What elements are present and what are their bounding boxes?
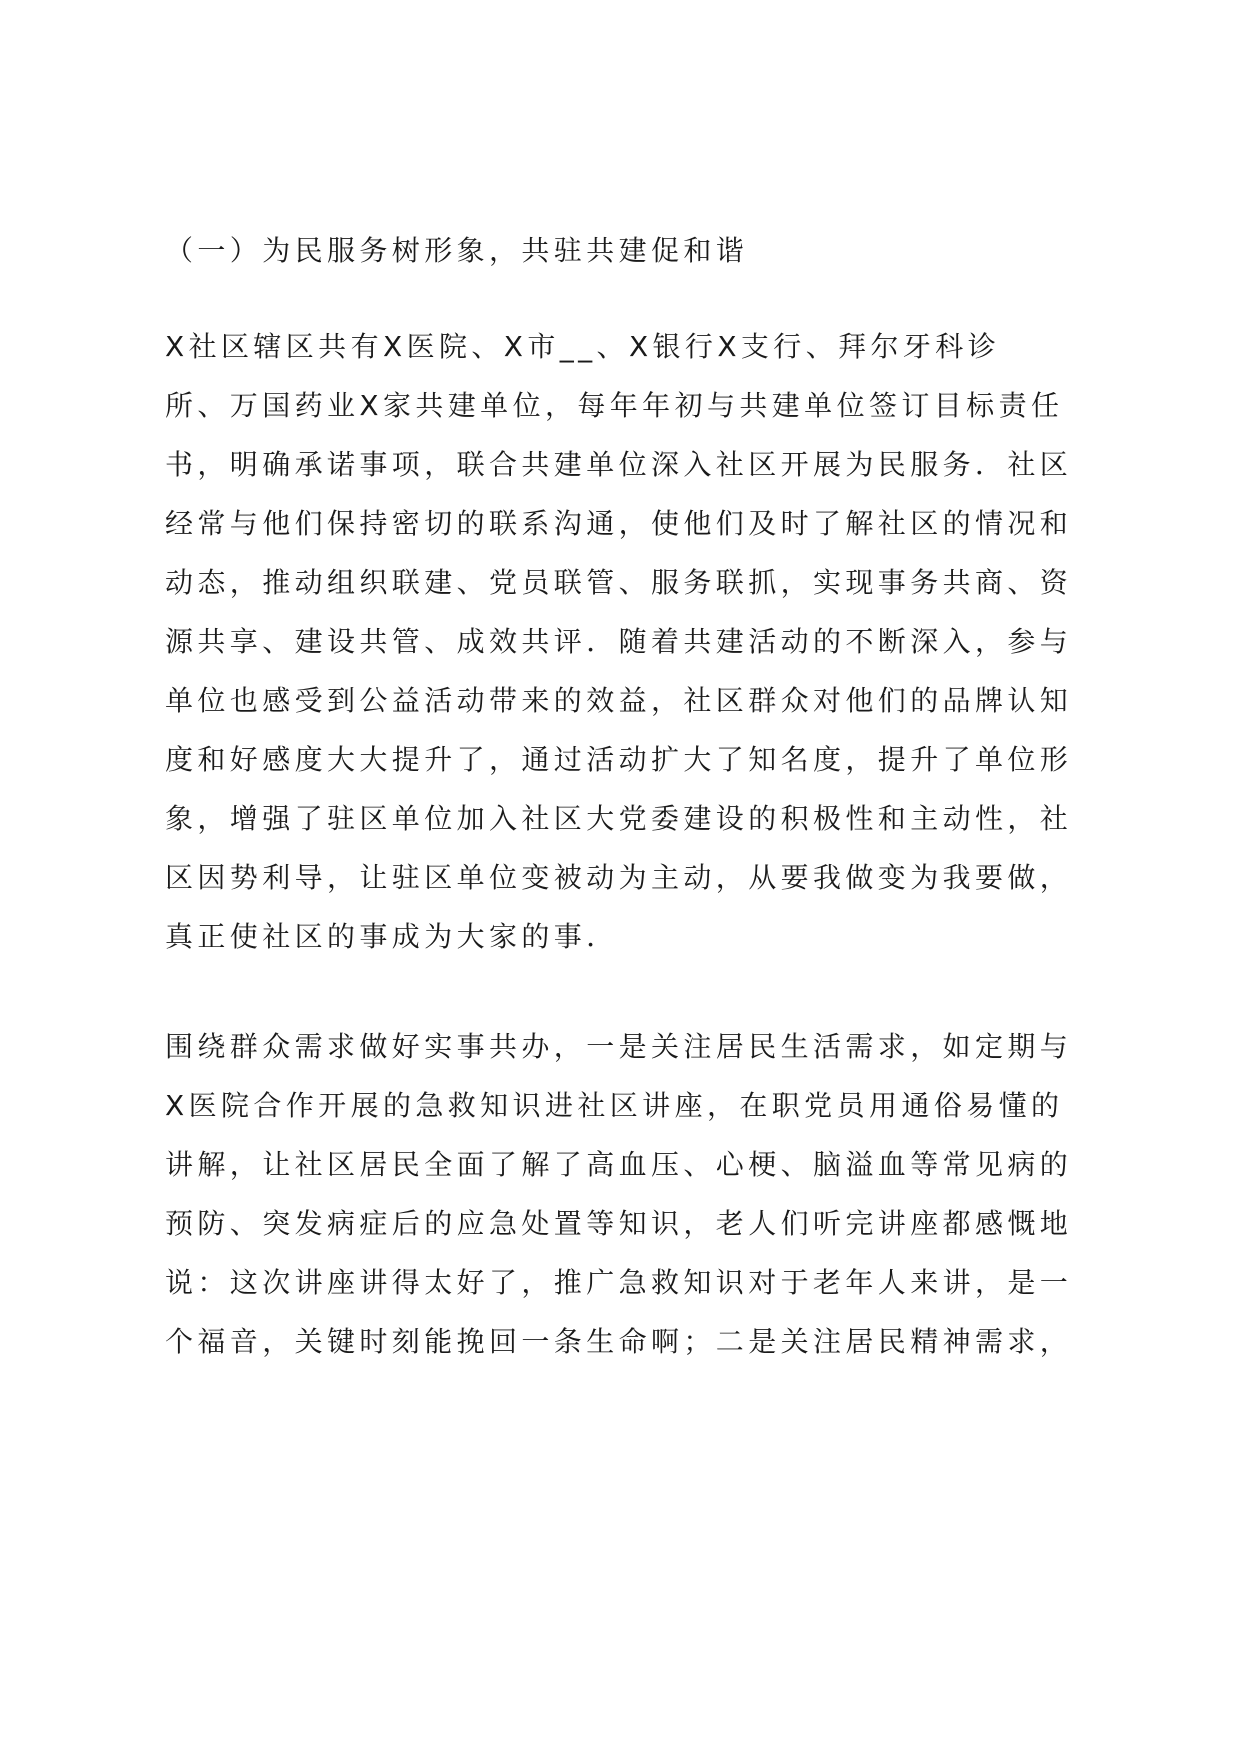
paragraph-2-line-5: 说：这次讲座讲得太好了，推广急救知识对于老年人来讲，是一 xyxy=(165,1266,1073,1299)
paragraph-1-line-3: 书，明确承诺事项，联合共建单位深入社区开展为民服务．社区 xyxy=(165,448,1073,481)
paragraph-1-line-11: 真正使社区的事成为大家的事． xyxy=(165,920,619,953)
section-heading: （一）为民服务树形象，共驻共建促和谐 xyxy=(165,234,749,267)
paragraph-2-line-3: 讲解，让社区居民全面了解了高血压、心梗、脑溢血等常见病的 xyxy=(165,1148,1073,1181)
paragraph-1-line-8: 度和好感度大大提升了，通过活动扩大了知名度，提升了单位形 xyxy=(165,743,1073,776)
paragraph-2-line-4: 预防、突发病症后的应急处置等知识，老人们听完讲座都感慨地 xyxy=(165,1207,1073,1240)
paragraph-2-line-2: X医院合作开展的急救知识进社区讲座，在职党员用通俗易懂的 xyxy=(165,1089,1064,1122)
paragraph-2-line-6: 个福音，关键时刻能挽回一条生命啊；二是关注居民精神需求， xyxy=(165,1325,1073,1358)
paragraph-1-line-10: 区因势利导，让驻区单位变被动为主动，从要我做变为我要做， xyxy=(165,861,1073,894)
paragraph-1-line-9: 象，增强了驻区单位加入社区大党委建设的积极性和主动性，社 xyxy=(165,802,1073,835)
paragraph-1-line-7: 单位也感受到公益活动带来的效益，社区群众对他们的品牌认知 xyxy=(165,684,1073,717)
paragraph-2-line-1: 围绕群众需求做好实事共办，一是关注居民生活需求，如定期与 xyxy=(165,1030,1073,1063)
paragraph-1-line-4: 经常与他们保持密切的联系沟通，使他们及时了解社区的情况和 xyxy=(165,507,1073,540)
paragraph-1-line-2: 所、万国药业X家共建单位，每年年初与共建单位签订目标责任 xyxy=(165,389,1064,422)
paragraph-1-line-5: 动态，推动组织联建、党员联管、服务联抓，实现事务共商、资 xyxy=(165,566,1073,599)
paragraph-1-line-1: X社区辖区共有X医院、X市__、X银行X支行、拜尔牙科诊 xyxy=(165,330,1001,363)
paragraph-1-line-6: 源共享、建设共管、成效共评．随着共建活动的不断深入，参与 xyxy=(165,625,1073,658)
